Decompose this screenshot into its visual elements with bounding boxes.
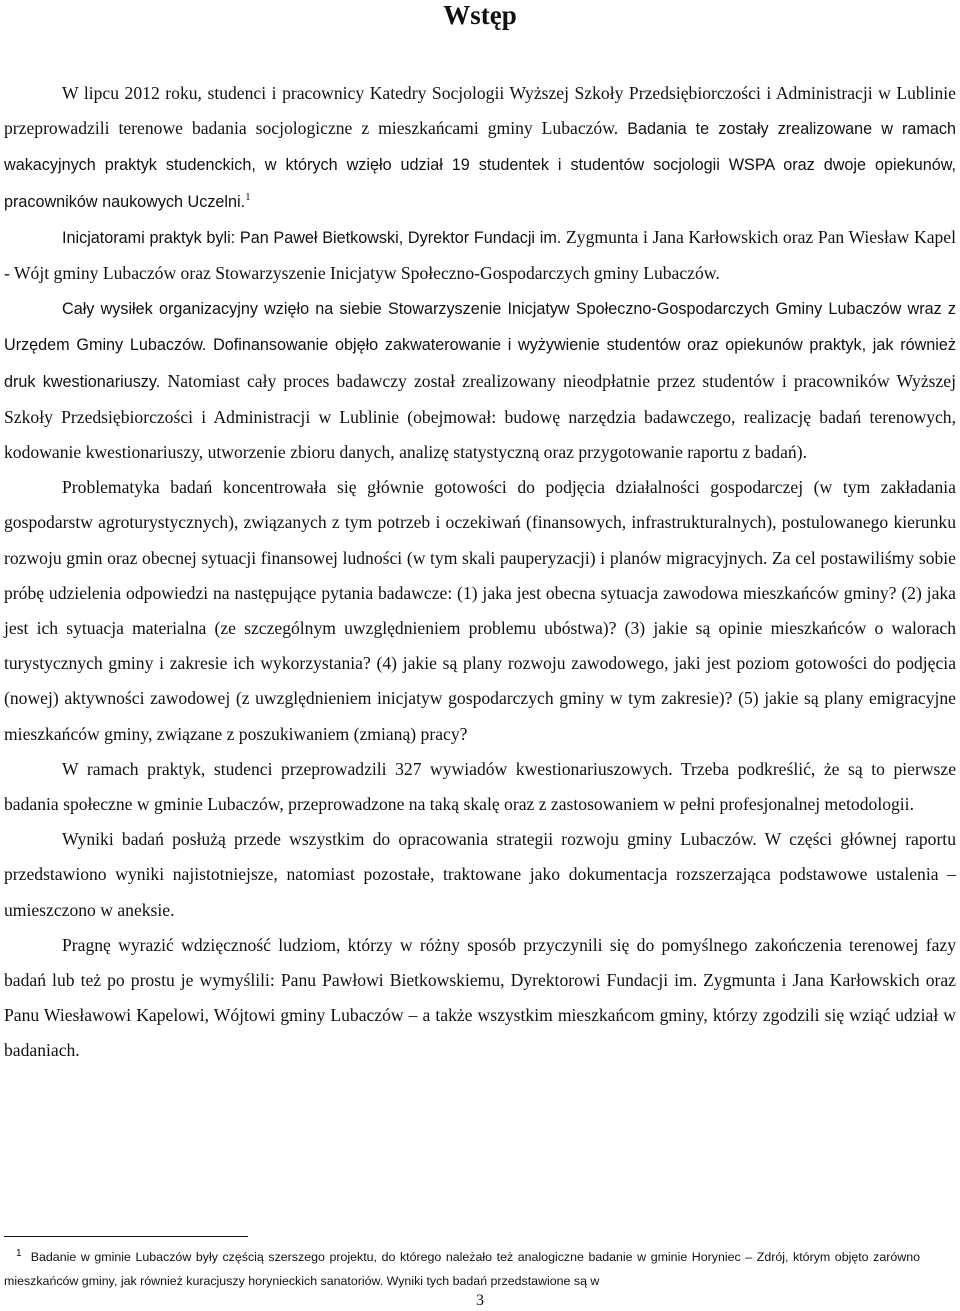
paragraph-organization xyxy=(4,291,956,470)
paragraph-interviews: W ramach praktyk, studenci przeprowadzili 327 wywiadów kwestionariuszowych. Trzeba podkreślić, że są to pierwsze badania społeczne w gminie Lubaczów, przeprowadzone na taką skalę oraz z zastosowaniem w pełni profesjonalnej metodologii. xyxy=(4,758,956,815)
footnote-marker: 1 xyxy=(16,1247,22,1259)
paragraph-initiators-sentence-2: Zygmunta i Jana Karłowskich oraz Pan Wiesław Kapel - Wójt gminy Lubaczów oraz Stowarzyszenie Inicjatyw Społeczno-Gospodarczych gminy Lubaczów. xyxy=(4,226,957,284)
paragraph-results: Wyniki badań posłużą przede wszystkim do opracowania strategii rozwoju gminy Lubaczów. W części głównej raportu przedstawiono wyniki najistotniejsze, natomiast pozostałe, traktowane jako dokumentacja rozszerzająca podstawowe ustalenia – umieszczono w aneksie. xyxy=(4,829,956,920)
document-body xyxy=(4,76,956,1069)
paragraph-organization-sentence-1: Cały wysiłek organizacyjny wzięło na siebie Stowarzyszenie Inicjatyw Społeczno-Gospodarczych Gminy Lubaczów wraz z Urzędem Gminy Lubaczów. Dofinansowanie objęło zakwaterowanie i wyżywienie studentów oraz opiekunów praktyk, jak również druk kwestionariuszy. xyxy=(4,300,956,391)
paragraph-acknowledgements: Pragnę wyrazić wdzięczność ludziom, którzy w różny sposób przyczynili się do pomyślnego zakończenia terenowej fazy badań lub też po prostu je wymyślili: Panu Pawłowi Bietkowskiemu, Dyrektorowi Fundacji im. Zygmunta i Jana Karłowskich oraz Panu Wiesławowi Kapelowi, Wójtowi gminy Lubaczów – a także wszystkim mieszkańcom gminy, którzy zgodzili się wziąć udział w badaniach. xyxy=(4,934,956,1061)
paragraph-intro-sentence-2: Badania te zostały zrealizowane w ramach wakacyjnych praktyk studenckich, w których wzięło udział 19 studentek i studentów socjologii WSPA oraz dwoje opiekunów, pracowników naukowych Uczelni. xyxy=(4,120,957,211)
paragraph-intro xyxy=(4,76,956,220)
paragraph-initiators xyxy=(4,220,956,291)
page-number: 3 xyxy=(476,1292,484,1309)
page-title: Wstęp xyxy=(443,0,517,30)
footnote-divider xyxy=(4,1236,248,1237)
paragraph-intro-sentence-1: W lipcu 2012 roku, studenci i pracownicy Katedry Socjologii Wyższej Szkoły Przedsiębiorczości i Administracji w Lublinie przeprowadzili terenowe badania socjologiczne z mieszkańcami gminy Lubaczów. xyxy=(4,83,956,139)
footnote-text: Badanie w gminie Lubaczów były częścią szerszego projektu, do którego należało też analogiczne badanie w gminie Horyniec – Zdrój, którym objęto zarówno mieszkańców gminy, jak również kuracjuszy horynieckich sanatoriów. Wyniki tych badań przedstawione są w xyxy=(4,1250,920,1288)
paragraph-research-problems: Problematyka badań koncentrowała się głównie gotowości do podjęcia działalności gospodarczej (w tym zakładania gospodarstw agroturystycznych), związanych z tym potrzeb i oczekiwań (finansowych, infrastrukturalnych), postulowanego kierunku rozwoju gmin oraz obecnej sytuacji finansowej ludności (w tym skali pauperyzacji) i planów migracyjnych. Za cel postawiliśmy sobie próbę udzielenia odpowiedzi na następujące pytania badawcze: (1) jaka jest obecna sytuacja zawodowa mieszkańców gminy? (2) jaka jest ich sytuacja materialna (ze szczególnym uwzględnieniem problemu ubóstwa)? (3) jakie są opinie mieszkańców o walorach turystycznych gminy i zakresie ich wykorzystania? (4) jakie są plany rozwoju zawodowego, jaki jest poziom gotowości do podjęcia (nowej) aktywności zawodowej (z uwzględnieniem inicjatyw gospodarczych gminy w tym zakresie)? (5) jakie są plany emigracyjne mieszkańców gminy, związane z poszukiwaniem (zmianą) pracy? xyxy=(4,477,956,744)
footnote xyxy=(4,1245,920,1293)
paragraph-organization-sentence-2: Natomiast cały proces badawczy został zrealizowany nieodpłatnie przez studentów i pracowników Wyższej Szkoły Przedsiębiorczości i Administracji w Lublinie (obejmował: budowę narzędzia badawczego, realizację badań terenowych, kodowanie kwestionariuszy, utworzenie zbioru danych, analizę statystyczną oraz przygotowanie raportu z badań). xyxy=(4,370,956,463)
paragraph-initiators-sentence-1: Inicjatorami praktyk byli: Pan Paweł Bietkowski, Dyrektor Fundacji im. xyxy=(62,228,567,247)
footnote-reference[interactable]: 1 xyxy=(245,190,251,203)
